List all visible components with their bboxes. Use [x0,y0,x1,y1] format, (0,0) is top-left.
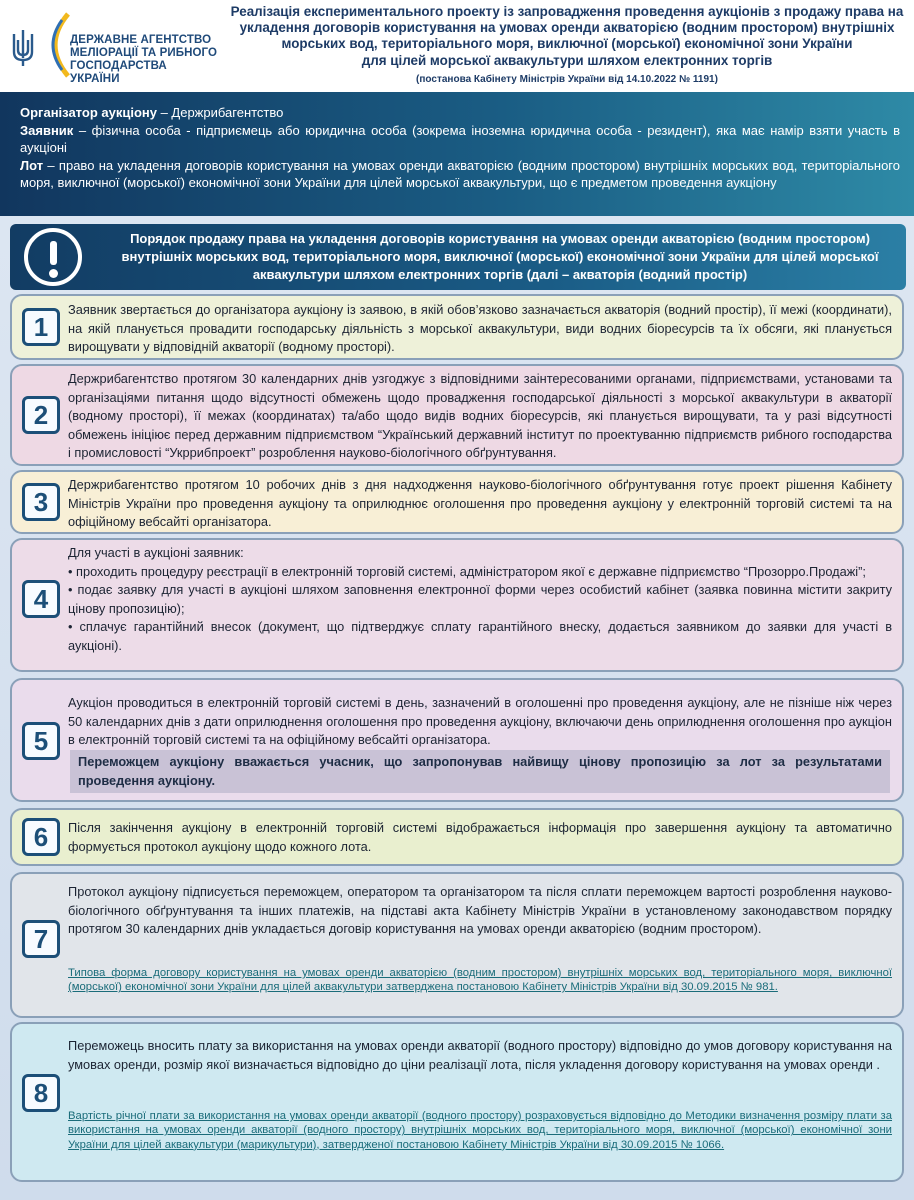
step-6 [10,808,904,866]
definitions-panel [0,92,914,216]
agency-name [70,34,218,86]
step-4-intro: Для участі в аукціоні заявник: [68,545,244,560]
step-number-badge: 8 [22,1074,60,1112]
procedure-line-3: аквакультури шляхом електронних торгів (далі – акваторія (водний простір) [252,267,748,282]
title-line-2: укладення договорів користування на умовах оренди акваторією (водним простором) внутрішніх [239,20,895,36]
step-number-badge: 7 [22,920,60,958]
step-number-badge: 6 [22,818,60,856]
step-text: Переможець вносить плату за використання на умовах оренди акваторії (водного простору) відповідно до умов договору користування на умовах оренди, розмір якої визначається відповідно до ціни реалізації лота, після укладення договору користування на умовах оренди . [68,1038,892,1072]
step-number-badge: 2 [22,396,60,434]
step-number-badge: 4 [22,580,60,618]
procedure-line-2: внутрішніх морських вод, територіального моря, виключної (морської) економічної зони України для цілей морської [121,249,879,264]
header [0,0,914,92]
lot-text: – право на укладення договорів користування на умовах оренди акваторією (водним простором) внутрішніх морських вод, територіального моря, виключної (морської) економічної зони України для цілей морської аквакультури, що є предметом проведення аукціону [20,157,900,190]
step-4-bullet-1: • проходить процедуру реєстрації в електронній торговій системі, адміністратором якої є державне підприємство “Прозорро.Продажі”; [68,563,866,579]
title-line-4: для цілей морської аквакультури шляхом електронних торгів [361,52,773,68]
step-4-bullet-2: • подає заявку для участі в аукціоні шляхом заповнення електронної форми через особистий кабінет (заявка повинна містити закриту цінову пропозицію); [68,582,892,616]
organizer-text: – Держрибагентство [156,105,284,120]
lot-label: Лот [20,157,44,173]
step-3 [10,470,904,534]
applicant-text: – фізична особа - підприємець або юридична особа (зокрема іноземна юридична особа - резидент), яка має намір взяти участь в аукціоні [20,122,900,155]
contract-form-note[interactable]: Типова форма договору користування на умовах оренди акваторією (водним простором) внутрішніх морських вод, територіального моря, виключної (морської) економічної зони України для цілей аквакультури затверджена постановою Кабінету Міністрів України від 30.09.2015 № 981. [68,967,892,994]
applicant-definition [20,122,900,157]
step-2 [10,364,904,466]
fee-methodology-note[interactable]: Вартість річної плати за використання на умовах оренди акваторії (водного простору) розраховується відповідно до Методики визначення розміру плати за використання на умовах оренди акваторії (водного простору) внутрішніх морських вод, територіального моря, виключної (морської) економічної зони України для цілей аквакультури (марикультури), затвердженої постановою Кабінету Міністрів України від 30.09.2015 № 1066. [68,1110,892,1151]
step-text: Протокол аукціону підписується переможцем, оператором та організатором та після сплати переможцем вартості розроблення науково-біологічного обґрунтування та інших платежів, на підставі акта Кабінету Міністрів України в установленому законодавством порядку протягом 30 календарних днів укладається договір користування на умовах оренди акваторією (водним простором). [68,884,892,937]
title-line-3: морських вод, територіального моря, виключної (морської) економічної зони України [281,36,853,52]
agency-line-1: ДЕРЖАВНЕ АГЕНТСТВО [70,34,212,46]
organizer-definition [20,104,900,122]
page-subtitle: (постанова Кабінету Міністрів України від 14.10.2022 № 1191) [416,74,718,85]
page-title [222,4,912,69]
step-4-bullet-3: • сплачує гарантійний внесок (документ, що підтверджує сплату гарантійного внеску, додається заявником до заявки для участі в аукціоні). [68,619,892,653]
step-text [68,544,892,656]
step-text: Держрибагентство протягом 10 робочих днів з дня надходження науково-біологічного обґрунтування готує проект рішення Кабінету Міністрів України про проведення аукціону та оприлюднює оголошення про проведення аукціону у електронній торговій системі та на офіційному вебсайті організатора. [68,477,892,530]
step-text: Заявник звертається до організатора аукціону із заявою, в якій обов’язково зазначається акваторія (водний простір), її межі (координати), на якій планується провадити господарську діяльність з морської аквакультури, види водних біоресурсів та їх обсяги, які планується вирощувати у відповідній акваторії (водному просторі). [68,302,892,355]
agency-logo [8,10,218,85]
step-number-badge: 1 [22,308,60,346]
step-number-badge: 5 [22,722,60,760]
step-number-badge: 3 [22,483,60,521]
organizer-label: Організатор аукціону [20,105,157,120]
agency-line-2: МЕЛІОРАЦІЇ ТА РИБНОГО [70,47,218,59]
step-text: Держрибагентство протягом 30 календарних днів узгоджує з відповідними заінтересованими органами, підприємствами, установами та організаціями питання щодо відсутності обмежень щодо провадження господарської діяльності з морської аквакультури в акваторії (водному просторі), її межах (координатах) та/або щодо видів водних біоресурсів, які планується вирощувати, та у разі відсутності обмежень ініціює перед державним підприємством “Український державний інститут по проектуванню підприємств рибного господарства і промисловості “Укррибпроект” розроблення науково-біологічного обґрунтування. [68,371,892,461]
title-line-1: Реалізація експериментального проекту із запровадження проведення аукціонів з продажу права на [230,4,904,19]
step-1 [10,294,904,360]
step-8 [10,1022,904,1182]
logo-arc-icon [38,12,74,78]
lot-definition [20,157,900,192]
step-7 [10,872,904,1018]
step-4 [10,538,904,672]
trident-icon [10,28,36,68]
applicant-label: Заявник [20,122,74,138]
winner-highlight: Переможцем аукціону вважається учасник, що запропонував найвищу цінову пропозицію за лот за результатами проведення аукціону. [70,750,890,793]
procedure-line-1: Порядок продажу права на укладення договорів користування на умовах оренди акваторією (водним простором) [130,231,870,246]
step-text: Аукціон проводиться в електронній торговій системі в день, зазначений в оголошенні про проведення аукціону, але не пізніше ніж через 50 календарних днів з дати оприлюднення оголошення про проведення аукціону, включаючи день оприлюднення оголошення про аукціон в електронній торговій системі та на офіційному вебсайті організатора. [68,695,892,748]
procedure-title [102,230,898,284]
procedure-banner [10,224,906,290]
agency-line-3: ГОСПОДАРСТВА УКРАЇНИ [70,60,167,85]
exclamation-icon [24,228,82,286]
step-text: Після закінчення аукціону в електронній торговій системі відображається інформація про завершення аукціону та автоматично формується протокол аукціону щодо кожного лота. [68,820,892,854]
step-5 [10,678,904,802]
